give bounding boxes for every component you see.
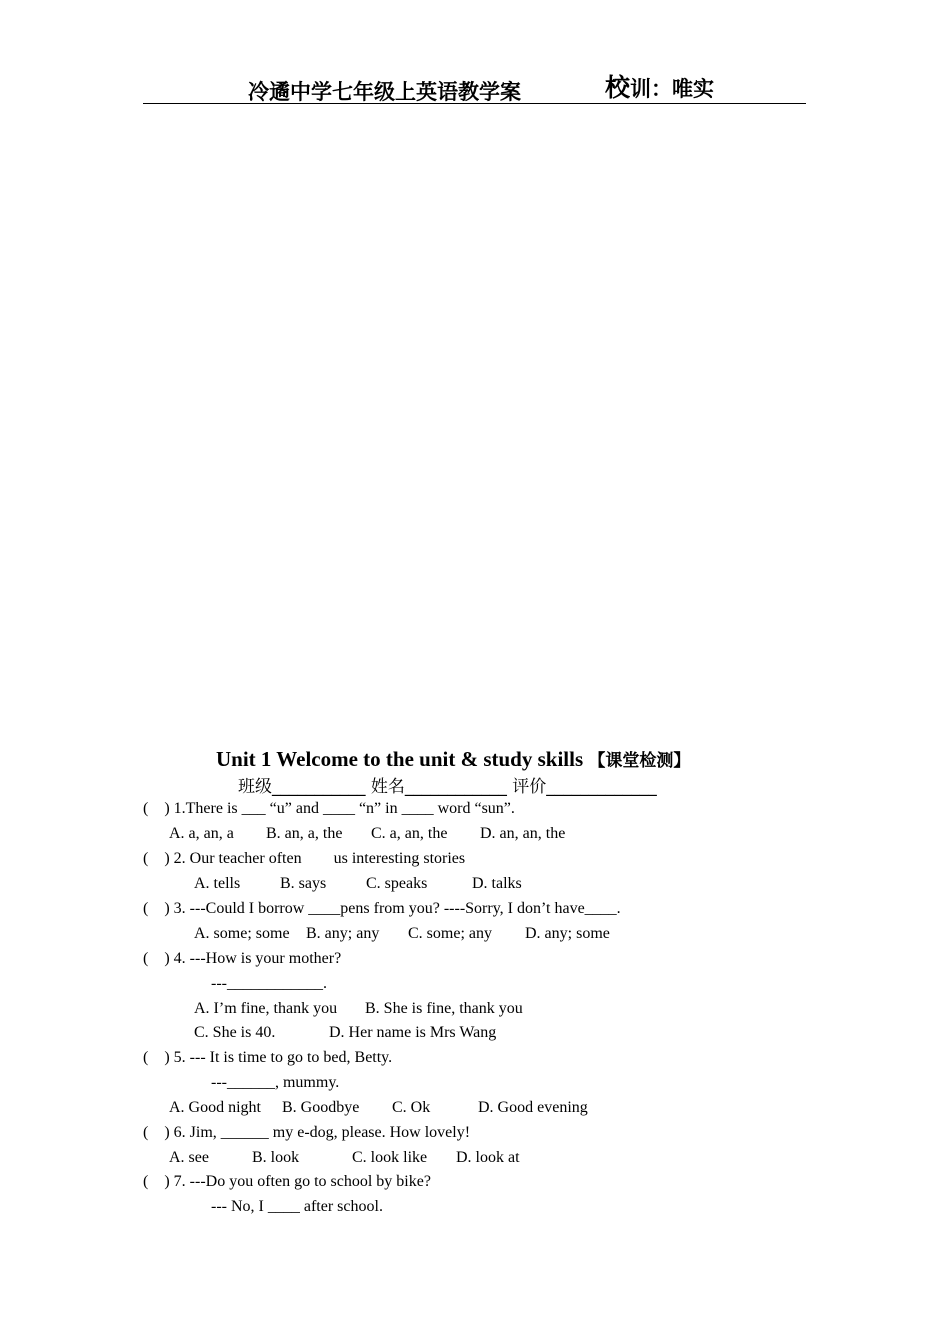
q6-option-c: C. look like	[352, 1149, 428, 1166]
q4-option-d: D. Her name is Mrs Wang	[329, 1024, 497, 1041]
q2-option-c: C. speaks	[366, 875, 428, 892]
q4-option-b: B. She is fine, thank you	[365, 1000, 523, 1017]
q4-option-c: C. She is 40.	[194, 1024, 276, 1041]
q5-option-b: B. Goodbye	[282, 1099, 360, 1116]
school-motto	[605, 68, 714, 104]
q6-option-b: B. look	[252, 1149, 300, 1166]
q4-reply: ---____________.	[211, 975, 327, 992]
q1-option-b: B. an, a, the	[266, 825, 343, 842]
section-tag: 【课堂检测】	[588, 751, 691, 771]
question-3-stem: ( ) 3. ---Could I borrow ____pens from you? ----Sorry, I don’t have____.	[143, 900, 621, 917]
section-title	[216, 746, 690, 772]
q7-reply: --- No, I ____ after school.	[211, 1198, 383, 1215]
q3-option-c: C. some; any	[408, 925, 492, 942]
student-info-line: 班级___________ 姓名____________ 评价_____________	[238, 777, 657, 797]
q2-option-b: B. says	[280, 875, 327, 892]
q1-option-c: C. a, an, the	[371, 825, 448, 842]
question-1-stem: ( ) 1.There is ___ “u” and ____ “n” in ____ word “sun”.	[143, 800, 515, 817]
q6-option-a: A. see	[169, 1149, 209, 1166]
school-motto-rest: 训：唯实	[630, 77, 715, 101]
q5-reply: ---______, mummy.	[211, 1074, 340, 1091]
q2-option-d: D. talks	[472, 875, 522, 892]
q5-option-d: D. Good evening	[478, 1099, 588, 1116]
school-motto-first-char: 校	[605, 73, 631, 102]
question-5-stem: ( ) 5. --- It is time to go to bed, Betty.	[143, 1049, 393, 1066]
header-title: 冷遹中学七年级上英语教学案	[248, 80, 521, 104]
q1-option-d: D. an, an, the	[480, 825, 566, 842]
q1-option-a: A. a, an, a	[169, 825, 234, 842]
question-4-stem: ( ) 4. ---How is your mother?	[143, 950, 342, 967]
section-title-text: Unit 1 Welcome to the unit & study skills	[216, 747, 584, 771]
q3-option-d: D. any; some	[525, 925, 610, 942]
q6-option-d: D. look at	[456, 1149, 520, 1166]
question-7-stem: ( ) 7. ---Do you often go to school by bike?	[143, 1173, 431, 1190]
question-6-stem: ( ) 6. Jim, ______ my e-dog, please. How lovely!	[143, 1124, 471, 1141]
q2-option-a: A. tells	[194, 875, 241, 892]
q4-option-a: A. I’m fine, thank you	[194, 1000, 338, 1017]
page-header	[143, 60, 806, 104]
q3-option-b: B. any; any	[306, 925, 380, 942]
q5-option-a: A. Good night	[169, 1099, 261, 1116]
q3-option-a: A. some; some	[194, 925, 290, 942]
q5-option-c: C. Ok	[392, 1099, 431, 1116]
question-2-stem: ( ) 2. Our teacher often us interesting stories	[143, 850, 466, 867]
